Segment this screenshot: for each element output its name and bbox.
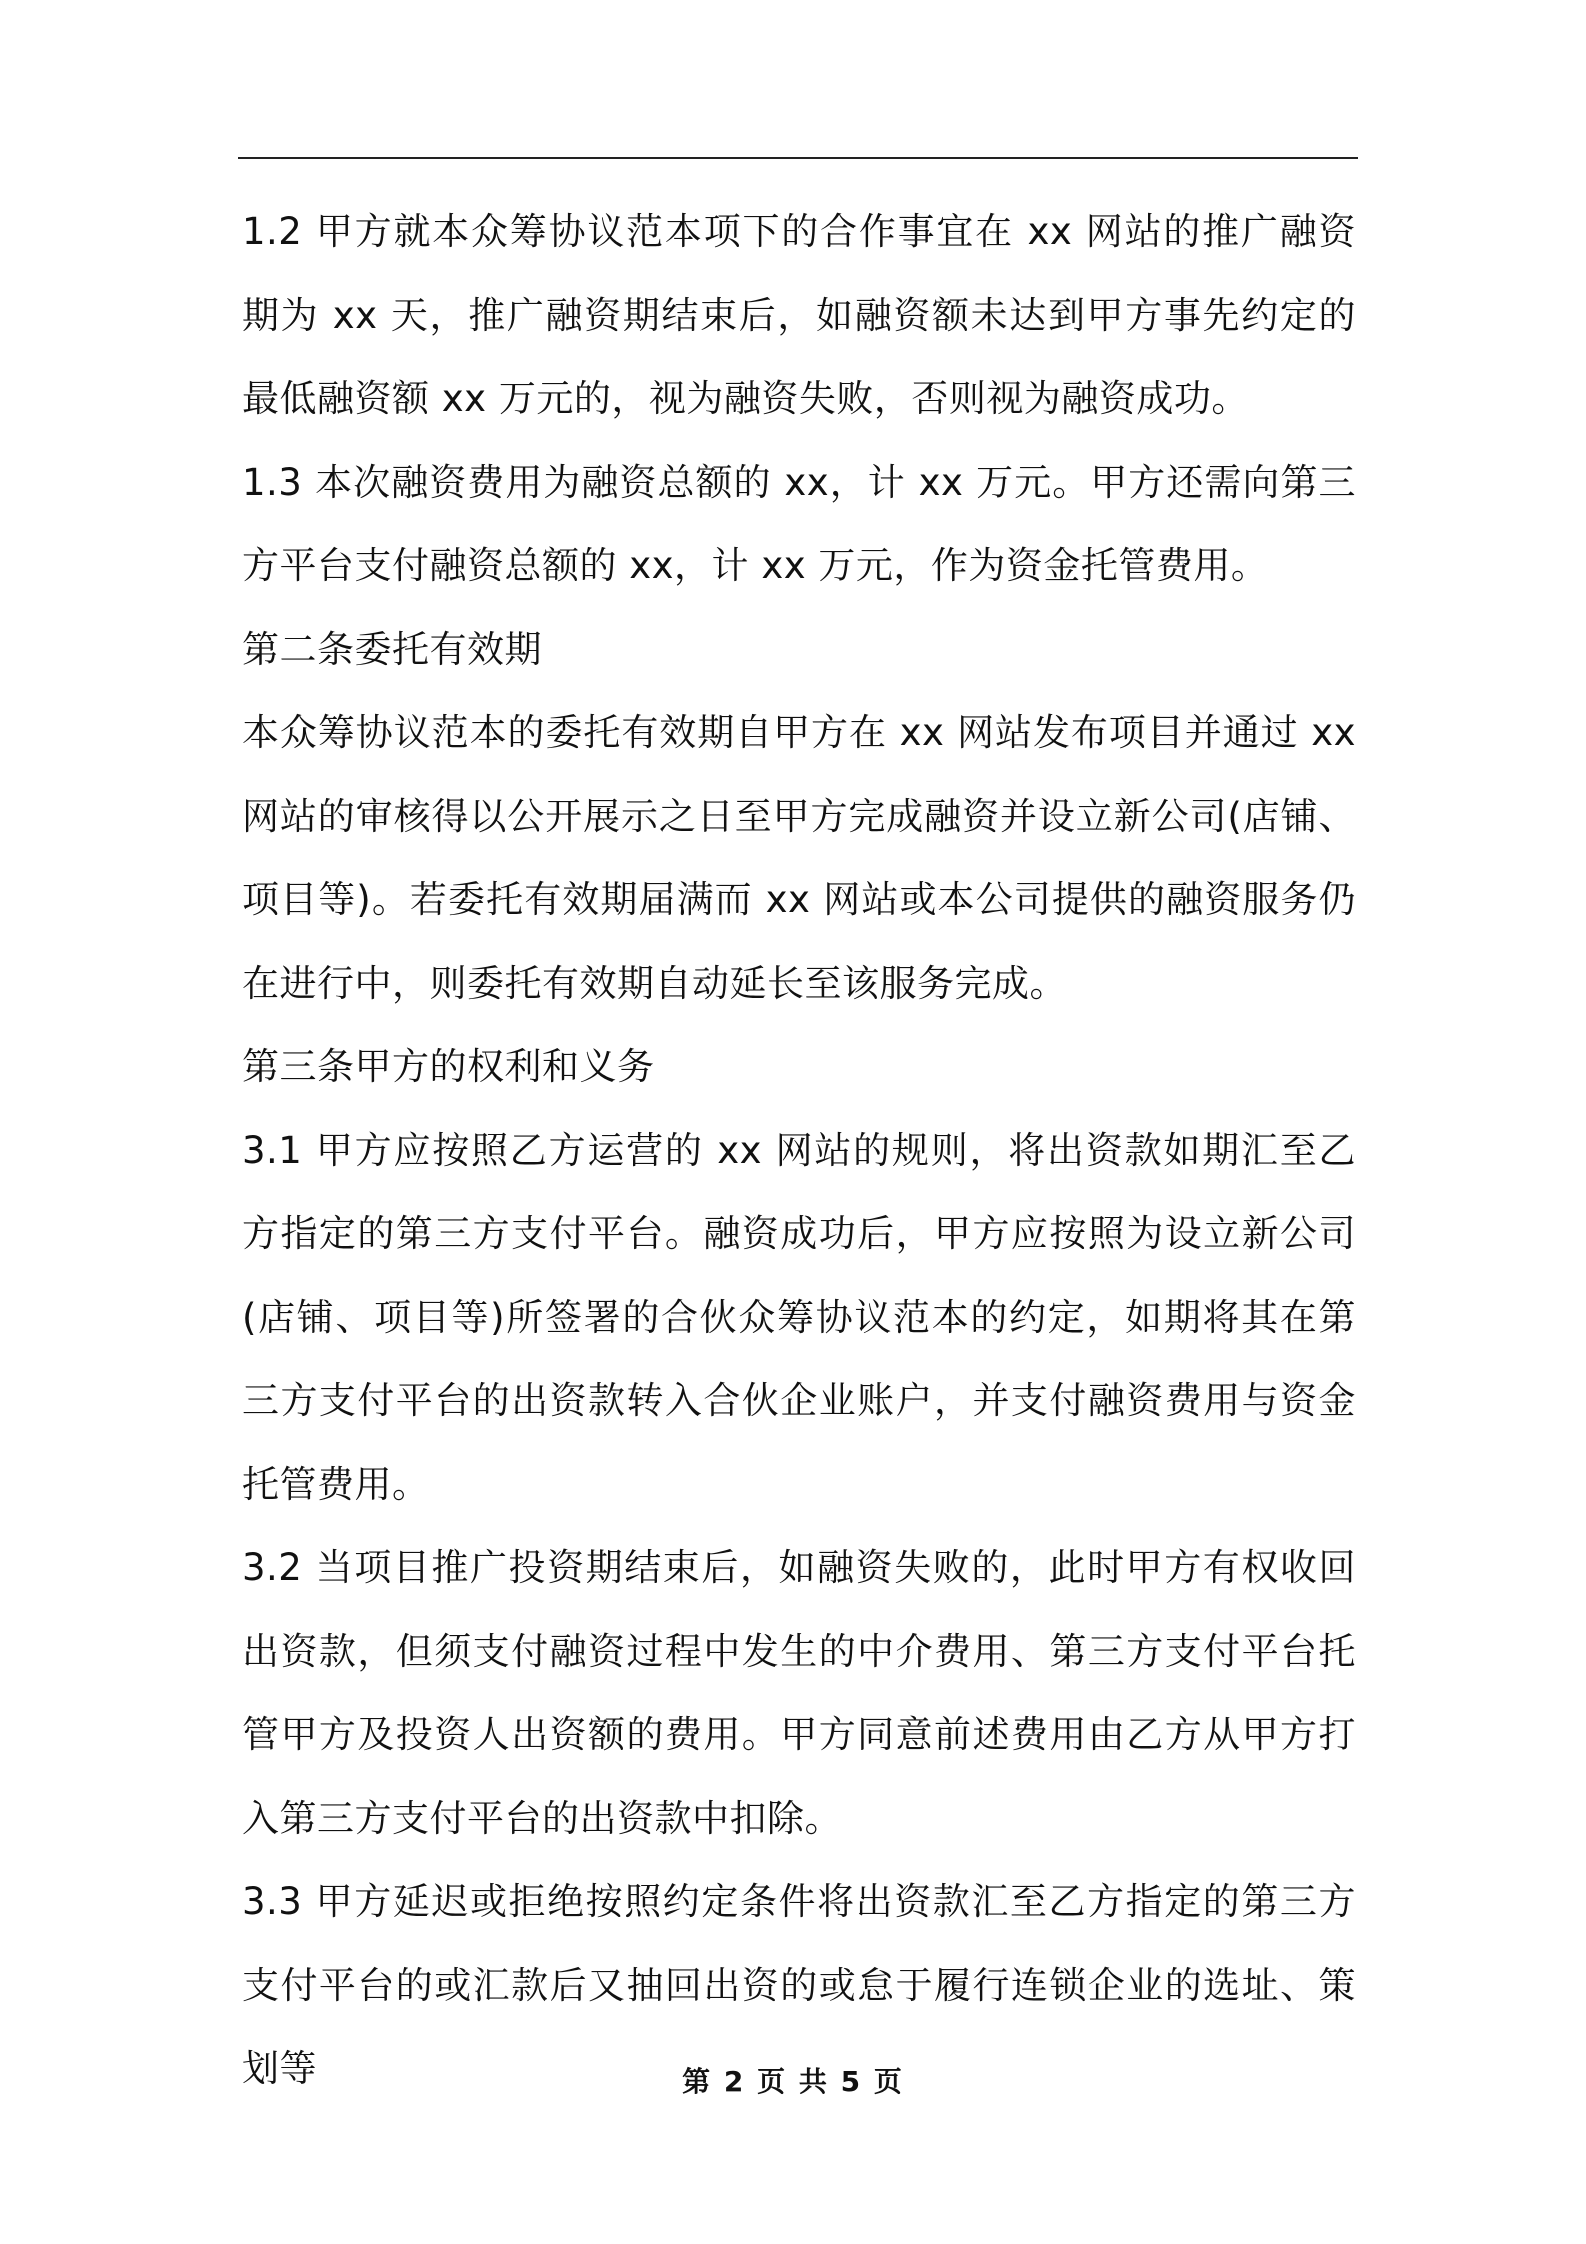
paragraph-3-2: 3.2 当项目推广投资期结束后，如融资失败的，此时甲方有权收回出资款，但须支付融资过程中发生的中介费用、第三方支付平台托管甲方及投资人出资额的费用。甲方同意前述费用由乙方从甲方打入第三方支付平台的出资款中扣除。	[242, 1546, 1356, 1840]
page-footer	[0, 2060, 1586, 2100]
header-divider	[238, 157, 1358, 159]
paragraph-1-2: 1.2 甲方就本众筹协议范本项下的合作事宜在 xx 网站的推广融资期为 xx 天，推广融资期结束后，如融资额未达到甲方事先约定的最低融资额 xx 万元的，视为融资失败，否则视为融资成功。	[242, 210, 1356, 420]
section-heading-article-2: 第二条委托有效期	[242, 627, 542, 671]
paragraph-3-1: 3.1 甲方应按照乙方运营的 xx 网站的规则，将出资款如期汇至乙方指定的第三方支付平台。融资成功后，甲方应按照为设立新公司(店铺、项目等)所签署的合伙众筹协议范本的约定，如期将其在第三方支付平台的出资款转入合伙企业账户，并支付融资费用与资金托管费用。	[242, 1128, 1356, 1506]
section-heading-article-3: 第三条甲方的权利和义务	[242, 1045, 655, 1088]
page-number-label: 第 2 页 共 5 页	[682, 2065, 904, 2098]
paragraph-1-3: 1.3 本次融资费用为融资总额的 xx，计 xx 万元。甲方还需向第三方平台支付融资总额的 xx，计 xx 万元，作为资金托管费用。	[242, 460, 1356, 587]
paragraph-article-2-body: 本众筹协议范本的委托有效期自甲方在 xx 网站发布项目并通过 xx 网站的审核得以公开展示之日至甲方完成融资并设立新公司(店铺、项目等)。若委托有效期届满而 xx 网站或本公司提供的融资服务仍在进行中，则委托有效期自动延长至该服务完成。	[242, 711, 1356, 1005]
document-body	[242, 190, 1356, 2111]
paragraph-3-3: 3.3 甲方延迟或拒绝按照约定条件将出资款汇至乙方指定的第三方支付平台的或汇款后又抽回出资的或怠于履行连锁企业的选址、策划等	[242, 1880, 1356, 2090]
